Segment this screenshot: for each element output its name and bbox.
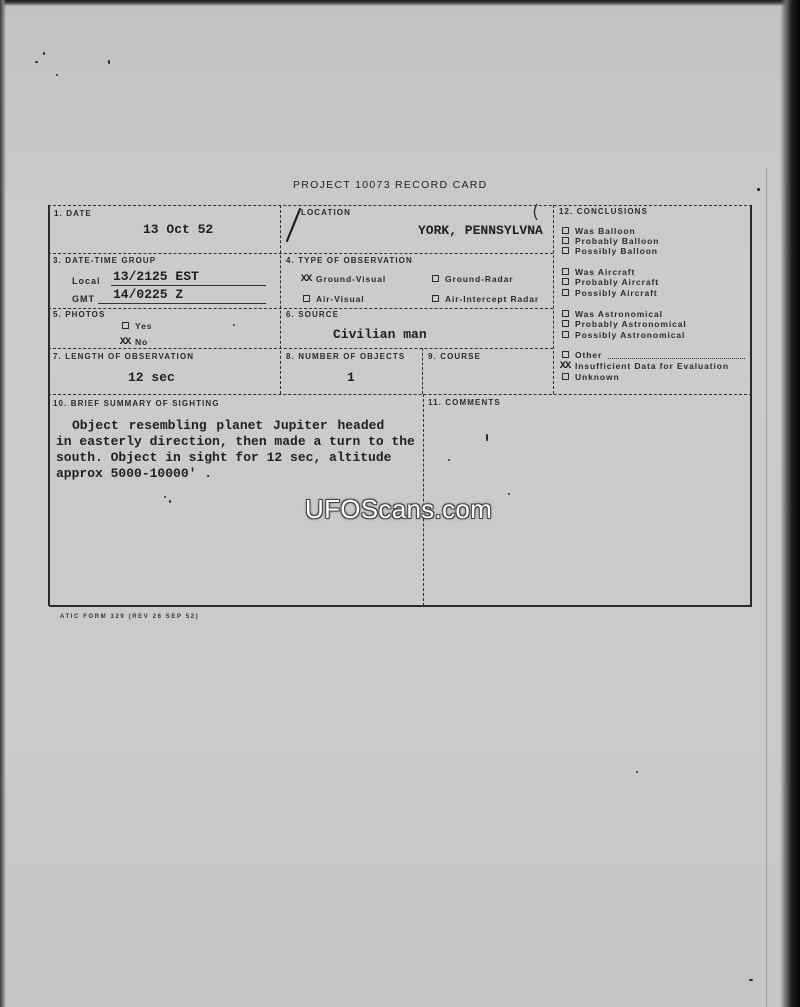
scan-speck bbox=[448, 459, 450, 461]
checkbox-mark bbox=[557, 288, 573, 299]
number-of-objects-value: 1 bbox=[347, 370, 355, 385]
scan-edge-right bbox=[780, 0, 800, 1007]
conclusion-probably-astronomical bbox=[557, 319, 687, 330]
gmt-time-value: 14/0225 Z bbox=[113, 287, 184, 302]
summary-line: Object resembling planet Jupiter headed bbox=[72, 418, 385, 433]
photos-option-yes bbox=[117, 321, 152, 332]
option-label: Ground-Visual bbox=[316, 274, 387, 284]
summary-line: approx 5000-10000' . bbox=[56, 466, 213, 481]
scan-speck bbox=[43, 52, 45, 55]
option-label: Possibly Balloon bbox=[575, 246, 658, 256]
option-label: Air-Visual bbox=[316, 294, 365, 304]
scan-speck bbox=[757, 188, 760, 191]
other-fill-line bbox=[608, 358, 745, 359]
brief-summary-label: 10. BRIEF SUMMARY OF SIGHTING bbox=[53, 399, 220, 408]
course-label: 9. COURSE bbox=[428, 352, 482, 361]
observation-option-ground-visual bbox=[298, 274, 386, 285]
length-of-observation-value: 12 sec bbox=[128, 370, 175, 385]
source-label: 6. SOURCE bbox=[286, 310, 340, 319]
option-label: Insufficient Data for Evaluation bbox=[575, 361, 729, 371]
photos-option-no bbox=[117, 337, 148, 348]
checkbox-mark: XX bbox=[119, 336, 131, 348]
stray-bracket-mark bbox=[531, 203, 539, 221]
scan-speck bbox=[636, 771, 638, 773]
form-number: ATIC FORM 329 (REV 26 SEP 52) bbox=[60, 614, 200, 620]
local-time-label: Local bbox=[72, 276, 101, 286]
scan-edge-top bbox=[0, 0, 800, 6]
row-divider bbox=[48, 348, 553, 349]
option-label: Possibly Astronomical bbox=[575, 330, 686, 340]
location-value: YORK, PENNSYLVNA bbox=[418, 223, 543, 238]
checkbox-mark bbox=[557, 372, 573, 383]
option-label: Yes bbox=[135, 321, 153, 331]
option-label: Possibly Aircraft bbox=[575, 288, 658, 298]
card-border-top bbox=[48, 205, 752, 206]
column-divider bbox=[422, 348, 423, 394]
checkbox-mark bbox=[557, 330, 573, 341]
photos-label: 5. PHOTOS bbox=[53, 310, 106, 319]
checkbox-mark bbox=[427, 274, 443, 285]
local-time-value: 13/2125 EST bbox=[113, 269, 199, 284]
scan-speck bbox=[35, 61, 38, 63]
card-border-right bbox=[750, 205, 752, 606]
option-label: Was Balloon bbox=[575, 226, 636, 236]
scan-speck bbox=[508, 493, 510, 495]
checkbox-mark bbox=[557, 277, 573, 288]
conclusion-probably-aircraft bbox=[557, 277, 659, 288]
scan-speck bbox=[233, 324, 235, 326]
observation-option-ground-radar bbox=[427, 274, 513, 285]
location-label: LOCATION bbox=[301, 208, 351, 217]
scan-speck bbox=[108, 60, 110, 64]
option-label: Probably Balloon bbox=[575, 236, 660, 246]
date-time-group-label: 3. DATE-TIME GROUP bbox=[53, 256, 157, 265]
conclusion-possibly-astronomical bbox=[557, 330, 685, 341]
checkbox-mark: XX bbox=[300, 273, 312, 285]
conclusion-possibly-balloon bbox=[557, 246, 658, 257]
conclusion-possibly-aircraft bbox=[557, 288, 658, 299]
row-divider bbox=[48, 394, 752, 395]
row-divider bbox=[48, 253, 553, 254]
checkbox-mark bbox=[557, 319, 573, 330]
conclusion-insufficient-data bbox=[557, 361, 729, 372]
paper-edge-line bbox=[766, 168, 767, 1007]
card-border-bottom bbox=[49, 605, 752, 607]
option-label: Probably Astronomical bbox=[575, 319, 687, 329]
column-divider bbox=[280, 205, 281, 394]
scan-edge-left bbox=[0, 0, 6, 1007]
summary-line: south. Object in sight for 12 sec, altitude bbox=[56, 450, 392, 465]
number-of-objects-label: 8. NUMBER OF OBJECTS bbox=[286, 352, 406, 361]
option-label: No bbox=[135, 337, 149, 347]
gmt-time-label: GMT bbox=[72, 294, 95, 304]
checkbox-mark bbox=[298, 294, 314, 305]
conclusion-unknown bbox=[557, 372, 620, 383]
option-label: Other bbox=[575, 350, 603, 360]
checkbox-mark bbox=[557, 246, 573, 257]
option-label: Air-Intercept Radar bbox=[445, 294, 540, 304]
option-label: Was Astronomical bbox=[575, 309, 663, 319]
watermark: UFOScans.com bbox=[305, 494, 493, 524]
checkbox-mark bbox=[427, 294, 443, 305]
scan-speck bbox=[486, 434, 488, 441]
column-divider bbox=[553, 205, 554, 394]
card-border-left bbox=[48, 205, 50, 606]
option-label: Probably Aircraft bbox=[575, 277, 659, 287]
scan-speck bbox=[169, 500, 171, 503]
observation-option-air-visual bbox=[298, 294, 365, 305]
local-time-underline bbox=[111, 285, 266, 286]
card-title: PROJECT 10073 RECORD CARD bbox=[293, 179, 488, 191]
checkbox-mark bbox=[117, 321, 133, 332]
length-of-observation-label: 7. LENGTH OF OBSERVATION bbox=[53, 352, 195, 361]
gmt-time-underline bbox=[98, 303, 266, 304]
date-label: 1. DATE bbox=[54, 209, 92, 218]
summary-line: in easterly direction, then made a turn to the bbox=[56, 434, 415, 449]
type-of-observation-label: 4. TYPE OF OBSERVATION bbox=[286, 256, 413, 265]
date-value: 13 Oct 52 bbox=[143, 222, 214, 237]
scan-speck bbox=[164, 496, 166, 498]
option-label: Ground-Radar bbox=[445, 274, 514, 284]
option-label: Was Aircraft bbox=[575, 267, 636, 277]
scan-speck bbox=[56, 74, 58, 76]
source-value: Civilian man bbox=[333, 327, 427, 342]
row-divider bbox=[48, 308, 553, 309]
conclusions-label: 12. CONCLUSIONS bbox=[559, 207, 648, 216]
option-label: Unknown bbox=[575, 372, 620, 382]
comments-label: 11. COMMENTS bbox=[428, 398, 501, 407]
checkbox-mark: XX bbox=[559, 360, 571, 372]
scan-speck bbox=[749, 979, 753, 981]
observation-option-air-intercept-radar bbox=[427, 294, 539, 305]
